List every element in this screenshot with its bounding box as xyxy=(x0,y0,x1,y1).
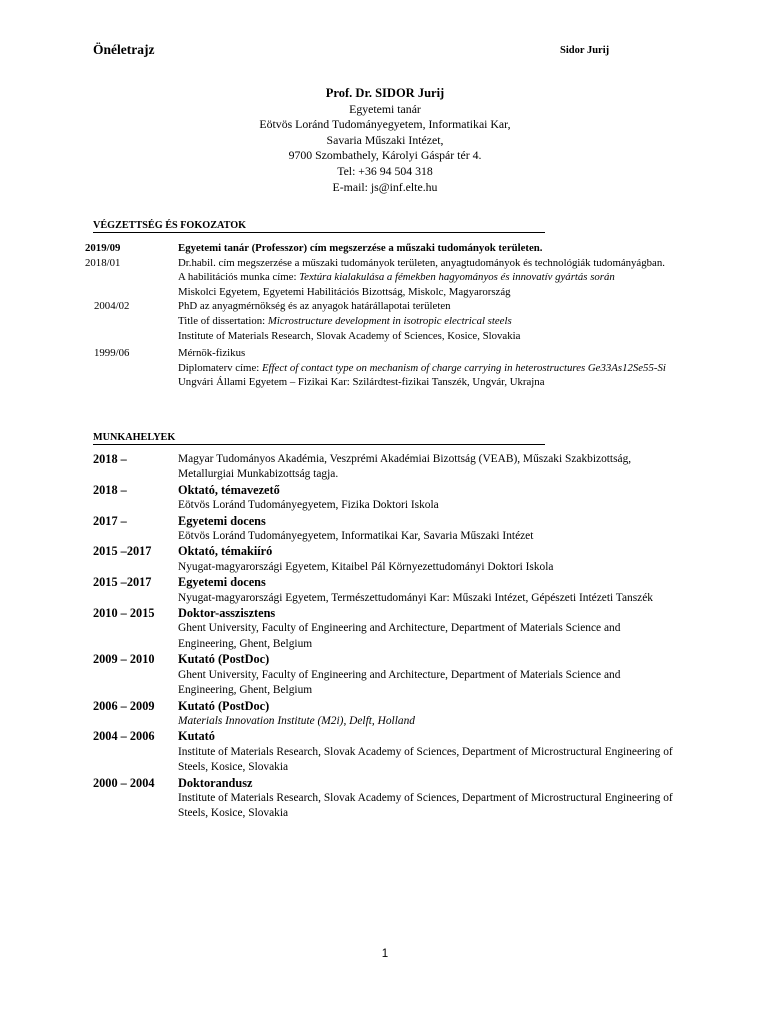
work-place: Materials Innovation Institute (M2i), Delft, Holland xyxy=(178,714,415,727)
work-place: Magyar Tudományos Akadémia, Veszprémi Akadémiai Bizottság (VEAB), Műszaki Szakbizottság, Metallurgiai Munkabizottság tagja. xyxy=(178,453,632,481)
education-degree: PhD az anyagmérnökség és az anyagok határállapotai területen xyxy=(178,300,451,313)
work-body xyxy=(178,514,678,545)
work-title: Kutató (PostDoc) xyxy=(178,652,270,667)
work-title: Kutató xyxy=(178,729,215,744)
education-thesis xyxy=(178,270,678,285)
education-date: 2019/09 xyxy=(85,242,121,254)
work-place: Nyugat-magyarországi Egyetem, Kitaibel Pál Környezettudományi Doktori Iskola xyxy=(178,560,554,573)
education-text: Egyetemi tanár (Professzor) cím megszerzése a műszaki tudományok területen. xyxy=(178,242,543,254)
section-title-work: MUNKAHELYEK xyxy=(93,432,545,445)
education-entry xyxy=(0,299,770,343)
work-list xyxy=(0,452,770,822)
work-date: 2006 – 2009 xyxy=(93,698,155,713)
header-title: Önéletrajz xyxy=(93,42,155,57)
work-entry xyxy=(0,514,770,545)
education-entry xyxy=(0,241,770,256)
education-degree: Dr.habil. cím megszerzése a műszaki tudományok területen, anyagtudományok és technológiák tudományágban. xyxy=(178,256,665,269)
work-place: Eötvös Loránd Tudományegyetem, Informatikai Kar, Savaria Műszaki Intézet xyxy=(178,530,534,543)
work-place: Nyugat-magyarországi Egyetem, Természettudományi Kar: Műszaki Intézet, Gépészeti Intézeti Tanszék xyxy=(178,591,653,604)
work-body xyxy=(178,776,678,822)
work-date: 2015 –2017 xyxy=(93,575,152,590)
work-title: Egyetemi docens xyxy=(178,575,266,590)
work-title: Oktató, témakiíró xyxy=(178,544,273,559)
education-thesis xyxy=(178,314,678,329)
work-place: Eötvös Loránd Tudományegyetem, Fizika Doktori Iskola xyxy=(178,499,439,512)
work-title: Egyetemi docens xyxy=(178,513,266,528)
work-entry xyxy=(0,483,770,514)
work-entry xyxy=(0,729,770,775)
person-tel: Tel: +36 94 504 318 xyxy=(337,163,433,178)
education-entry xyxy=(0,256,770,300)
education-text xyxy=(178,256,678,300)
work-entry xyxy=(0,452,770,483)
person-email: E-mail: js@inf.elte.hu xyxy=(332,179,438,194)
work-date: 2018 – xyxy=(93,482,127,497)
work-date: 2009 – 2010 xyxy=(93,652,155,667)
education-date: 2018/01 xyxy=(85,256,121,269)
education-place: Institute of Materials Research, Slovak Academy of Sciences, Kosice, Slovakia xyxy=(178,329,521,342)
work-title: Doktor-asszisztens xyxy=(178,606,276,621)
person-institute: Savaria Műszaki Intézet, xyxy=(326,132,444,147)
contact-block xyxy=(0,86,770,195)
work-body xyxy=(178,544,678,575)
work-body xyxy=(178,729,678,775)
work-entry xyxy=(0,699,770,730)
work-date: 2004 – 2006 xyxy=(93,729,155,744)
education-entry xyxy=(0,346,770,390)
page-number: 1 xyxy=(381,948,389,960)
work-body xyxy=(178,483,678,514)
education-place: Ungvári Állami Egyetem – Fizikai Kar: Szilárdtest-fizikai Tanszék, Ungvár, Ukrajna xyxy=(178,376,545,389)
work-entry xyxy=(0,776,770,822)
work-title: Doktorandusz xyxy=(178,775,253,790)
thesis-prefix: A habilitációs munka címe: xyxy=(178,271,300,284)
work-entry xyxy=(0,544,770,575)
work-entry xyxy=(0,606,770,652)
header-author: Sidor Jurij xyxy=(560,45,610,56)
education-text xyxy=(178,299,678,343)
work-body xyxy=(178,652,678,698)
section-title-education: VÉGZETTSÉG ÉS FOKOZATOK xyxy=(93,220,545,233)
person-address: 9700 Szombathely, Károlyi Gáspár tér 4. xyxy=(288,148,482,163)
work-date: 2010 – 2015 xyxy=(93,606,155,621)
person-position: Egyetemi tanár xyxy=(349,101,421,116)
thesis-prefix: Title of dissertation: xyxy=(178,314,268,327)
work-body xyxy=(178,606,678,652)
work-place: Institute of Materials Research, Slovak Academy of Sciences, Department of Microstructural Engineering of Steels, Kosice, Slovakia xyxy=(178,745,673,774)
thesis-prefix: Diplomaterv címe: xyxy=(178,361,262,374)
person-name: Prof. Dr. SIDOR Jurij xyxy=(325,86,445,100)
work-place: Institute of Materials Research, Slovak Academy of Sciences, Department of Microstructural Engineering of Steels, Kosice, Slovakia xyxy=(178,791,673,820)
education-thesis xyxy=(178,361,678,376)
work-body xyxy=(178,575,678,606)
work-title: Kutató (PostDoc) xyxy=(178,698,270,713)
work-date: 2017 – xyxy=(93,513,127,528)
work-entry xyxy=(0,575,770,606)
work-date: 2000 – 2004 xyxy=(93,775,155,790)
education-text xyxy=(178,346,678,390)
education-degree: Mérnök-fizikus xyxy=(178,347,246,360)
work-date: 2015 –2017 xyxy=(93,544,152,559)
work-date: 2018 – xyxy=(93,452,127,466)
education-date: 1999/06 xyxy=(94,347,130,360)
person-institution: Eötvös Loránd Tudományegyetem, Informatikai Kar, xyxy=(259,117,511,132)
work-place: Ghent University, Faculty of Engineering and Architecture, Department of Materials Science and Engineering, Ghent, Belgium xyxy=(178,622,621,650)
education-date: 2004/02 xyxy=(94,300,130,313)
thesis-title: Effect of contact type on mechanism of charge carrying in heterostructures Ge33As12Se55-Si xyxy=(261,361,666,374)
work-place: Ghent University, Faculty of Engineering and Architecture, Department of Materials Science and Engineering, Ghent, Belgium xyxy=(178,668,621,697)
thesis-title: Textúra kialakulása a fémekben hagyományos és innovatív gyártás során xyxy=(299,271,615,284)
work-body xyxy=(178,699,678,730)
work-entry xyxy=(0,652,770,698)
education-list xyxy=(0,241,770,390)
thesis-title: Microstructure development in isotropic electrical steels xyxy=(267,314,512,327)
work-title: Oktató, témavezető xyxy=(178,482,280,497)
education-place: Miskolci Egyetem, Egyetemi Habilitációs Bizottság, Miskolc, Magyarország xyxy=(178,285,511,298)
work-body xyxy=(178,452,678,483)
